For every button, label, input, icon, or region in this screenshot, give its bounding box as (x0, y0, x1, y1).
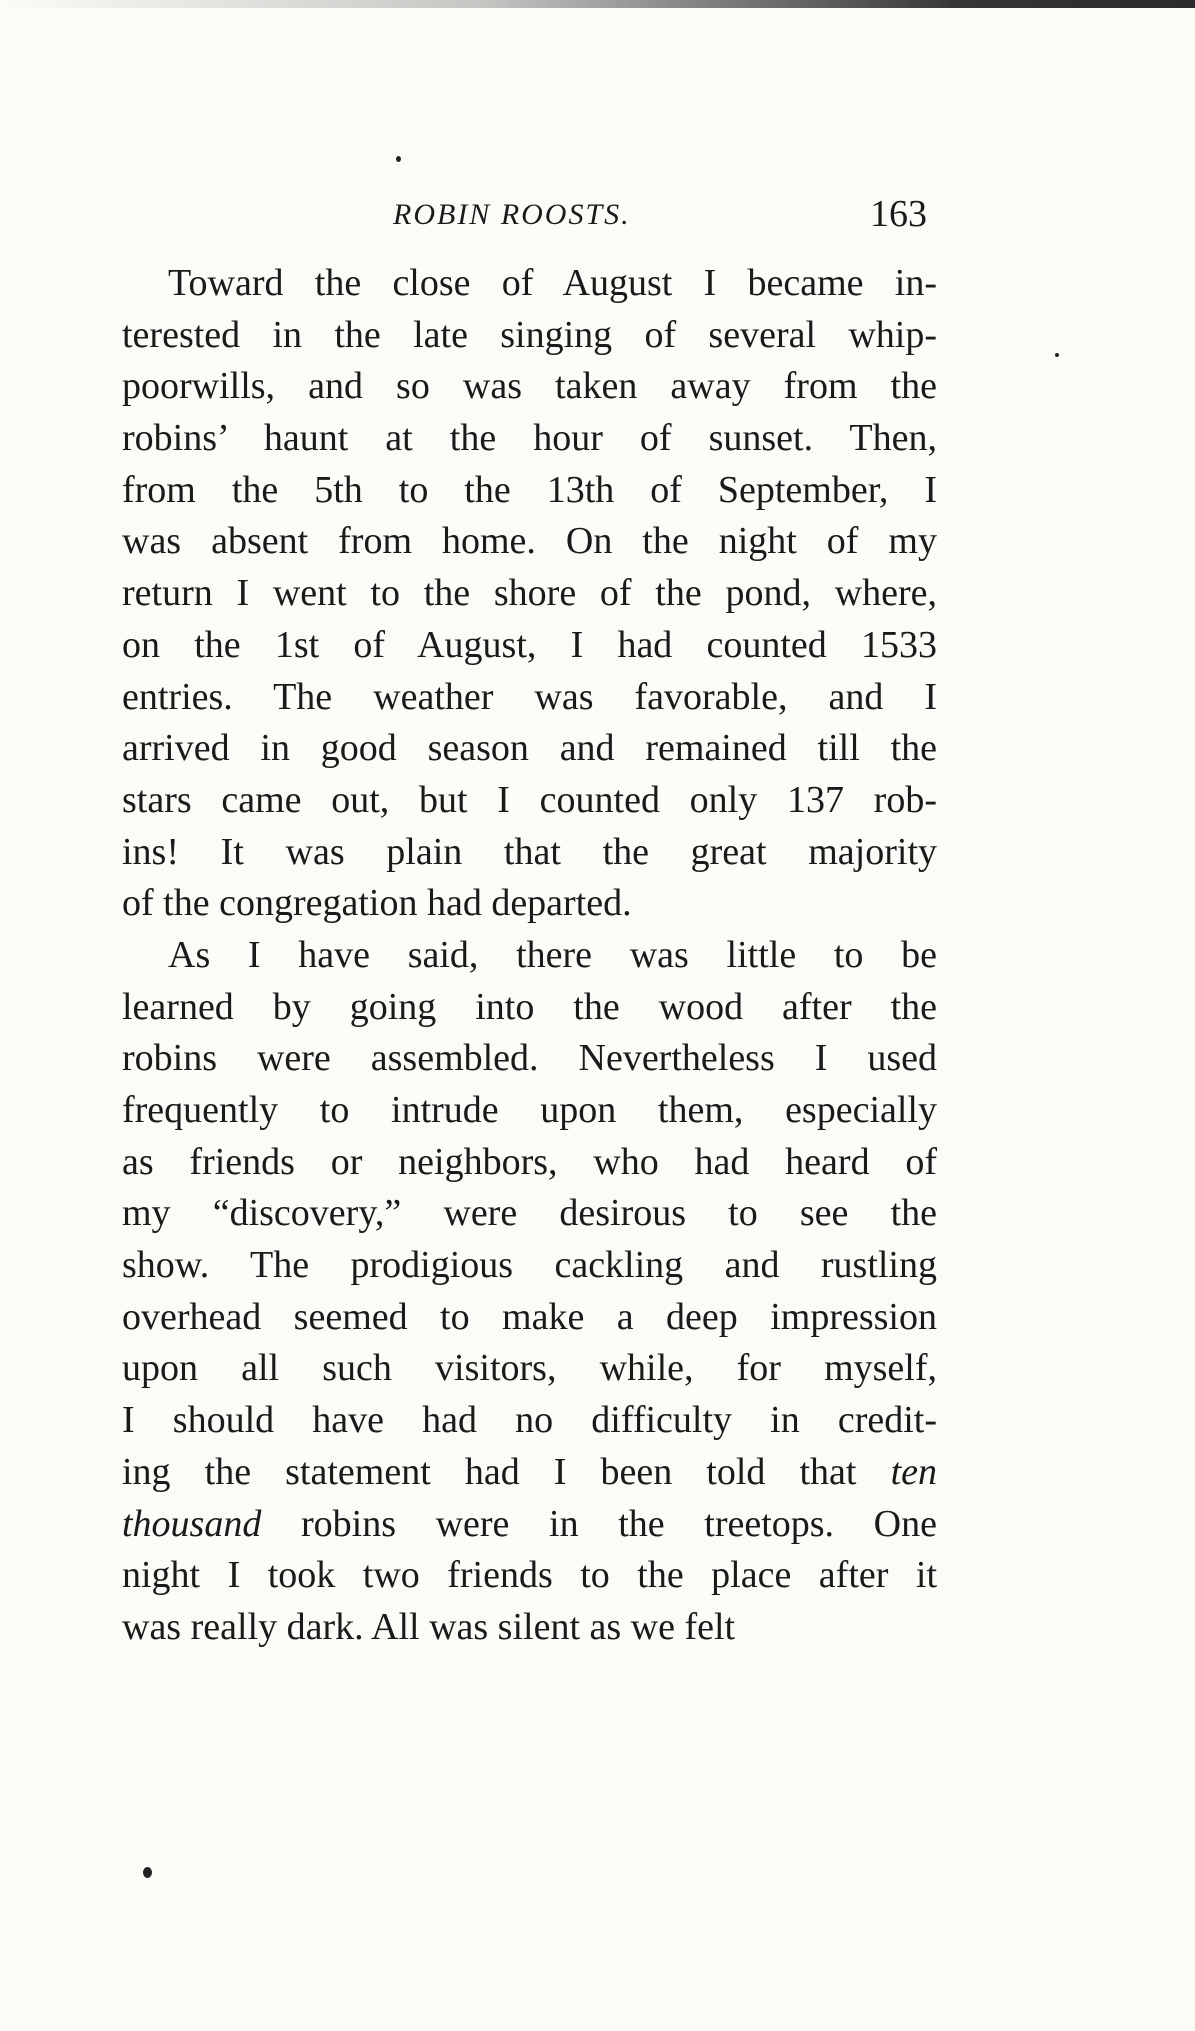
text-line-part: ing the statement had I been told that (122, 1450, 891, 1493)
running-head (0, 192, 1195, 242)
text-line: robins were assembled. Nevertheless I used (122, 1037, 937, 1080)
text-line: overhead seemed to make a deep impression (122, 1295, 937, 1338)
body-text (122, 258, 937, 1654)
text-line: as friends or neighbors, who had heard of (122, 1140, 937, 1183)
ink-speck (143, 1867, 152, 1878)
text-line: upon all such visitors, while, for myself, (122, 1347, 937, 1390)
text-line: thousand robins were in the treetops. One (122, 1502, 937, 1545)
text-line: As I have said, there was little to be (168, 933, 937, 976)
text-line: poorwills, and so was taken away from the (122, 365, 937, 408)
paragraph-2 (122, 930, 937, 1654)
text-line: return I went to the shore of the pond, where, (122, 572, 937, 615)
page-number: 163 (870, 193, 927, 235)
text-line: robins’ haunt at the hour of sunset. Then, (122, 417, 937, 460)
text-line: Toward the close of August I became in- (168, 262, 937, 304)
ink-speck (1055, 353, 1059, 357)
scan-top-edge (0, 0, 1195, 8)
ink-speck (396, 156, 401, 162)
text-line: of the congregation had departed. (122, 882, 632, 925)
text-line: arrived in good season and remained till the (122, 727, 937, 770)
text-line: frequently to intrude upon them, especially (122, 1089, 937, 1131)
running-title: ROBIN ROOSTS. (393, 198, 631, 231)
text-line: was really dark. All was silent as we felt (122, 1605, 736, 1648)
text-line: stars came out, but I counted only 137 rob- (122, 778, 937, 821)
text-line: entries. The weather was favorable, and I (122, 675, 937, 718)
text-line: learned by going into the wood after the (122, 985, 937, 1028)
text-line: on the 1st of August, I had counted 1533 (122, 623, 937, 666)
paragraph-1 (122, 258, 937, 930)
italic-word: thousand (122, 1502, 262, 1545)
text-line: night I took two friends to the place after it (122, 1554, 937, 1597)
text-line (122, 1447, 937, 1499)
text-line: was absent from home. On the night of my (122, 520, 937, 563)
text-line: show. The prodigious cackling and rustling (122, 1244, 937, 1287)
text-line: my “discovery,” were desirous to see the (122, 1192, 937, 1235)
italic-word: ten (890, 1450, 937, 1493)
text-line: terested in the late singing of several whip- (122, 313, 937, 356)
text-line: I should have had no difficulty in credit- (122, 1399, 937, 1442)
text-line: ins! It was plain that the great majority (122, 830, 937, 873)
text-line: from the 5th to the 13th of September, I (122, 468, 937, 511)
